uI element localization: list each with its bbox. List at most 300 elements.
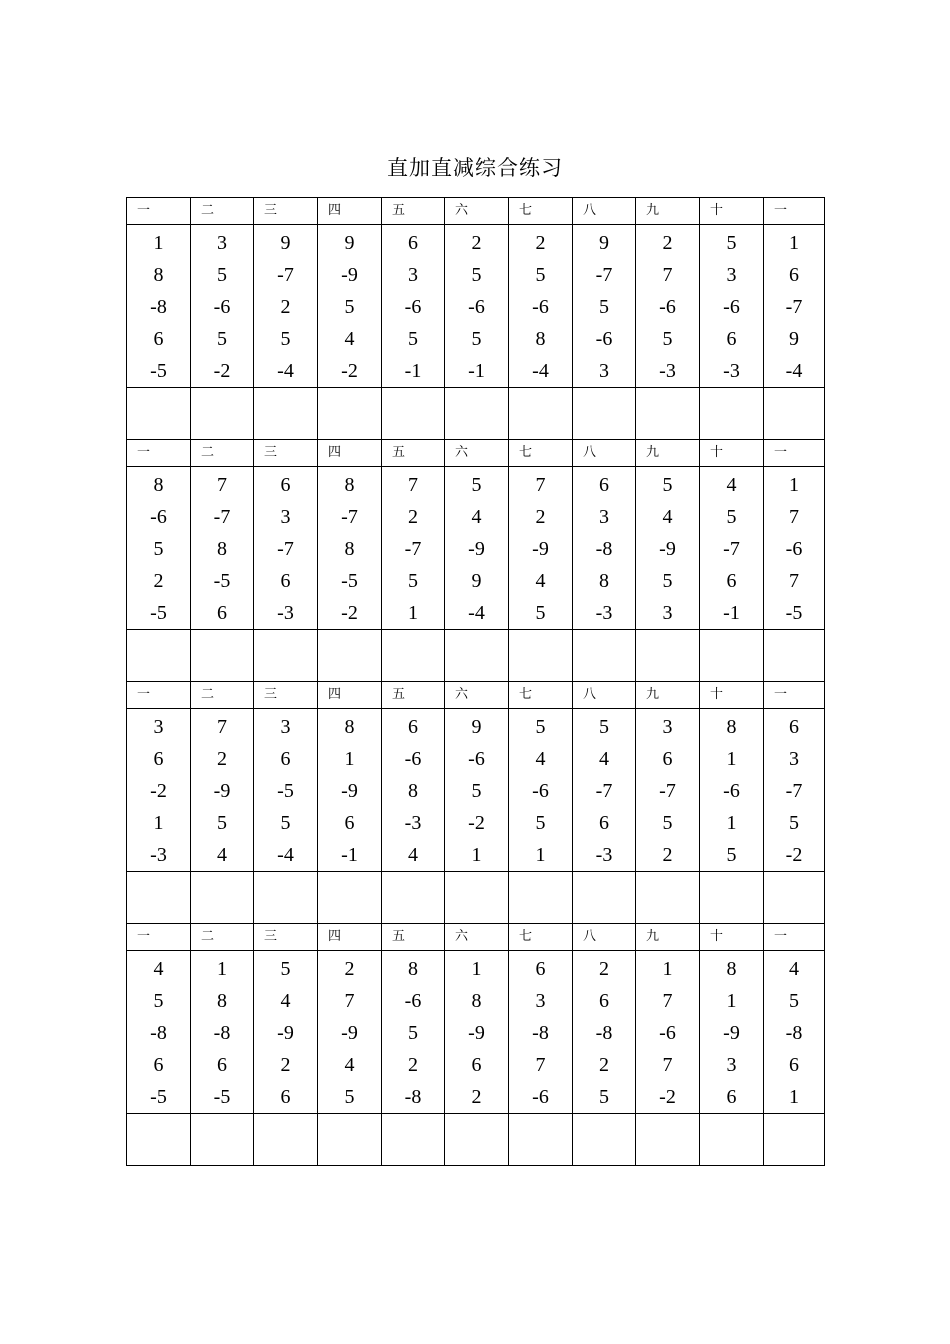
column-header: 一 — [764, 924, 825, 951]
problem-number: -2 — [213, 360, 231, 382]
problem-number: -4 — [532, 360, 549, 382]
column-header: 一 — [127, 440, 191, 467]
problem-number: 1 — [662, 958, 673, 980]
problem-number: 6 — [599, 474, 609, 496]
problem-number: 5 — [280, 812, 291, 834]
problem-number: 6 — [217, 602, 227, 624]
problem-number: 8 — [344, 474, 355, 496]
column-header-row — [127, 924, 825, 951]
problem-number: -7 — [785, 780, 803, 802]
problem-row — [127, 467, 825, 630]
problem-number: 7 — [789, 506, 799, 528]
problem-number: -9 — [277, 1022, 294, 1044]
problem-number: 3 — [153, 716, 164, 738]
problem-number: 1 — [789, 474, 799, 496]
problem-cell — [318, 225, 382, 388]
answer-cell[interactable] — [764, 388, 825, 440]
answer-cell[interactable] — [764, 872, 825, 924]
problem-cell — [700, 951, 764, 1114]
problem-number: 4 — [344, 328, 355, 350]
column-header-row — [127, 682, 825, 709]
problem-number: 4 — [153, 958, 164, 980]
problem-number: -6 — [404, 990, 422, 1012]
answer-cell[interactable] — [764, 630, 825, 682]
problem-number: 3 — [726, 264, 737, 286]
problem-row — [127, 951, 825, 1114]
answer-cell[interactable] — [127, 872, 191, 924]
problem-number: 4 — [280, 990, 291, 1012]
problem-number: 6 — [344, 812, 355, 834]
answer-cell[interactable] — [318, 630, 382, 682]
problem-number: 1 — [408, 602, 418, 624]
problem-number: -8 — [532, 1022, 549, 1044]
column-header: 七 — [509, 198, 573, 225]
problem-number: -5 — [213, 570, 231, 592]
answer-cell[interactable] — [573, 630, 636, 682]
problem-number: 5 — [471, 328, 482, 350]
problem-cell — [764, 225, 825, 388]
problem-number: -7 — [213, 506, 231, 528]
problem-cell — [509, 225, 573, 388]
problem-number: 2 — [662, 844, 673, 866]
problem-number: -1 — [468, 360, 485, 382]
problem-number: 5 — [535, 264, 546, 286]
column-header-row — [127, 198, 825, 225]
answer-cell[interactable] — [509, 1114, 573, 1166]
problem-number: 7 — [408, 474, 418, 496]
problem-number: 1 — [789, 1086, 799, 1108]
answer-cell[interactable] — [573, 388, 636, 440]
problem-number: -9 — [341, 1022, 358, 1044]
answer-cell[interactable] — [191, 630, 254, 682]
problem-number: -3 — [595, 602, 613, 624]
column-header: 十 — [700, 924, 764, 951]
column-header: 六 — [445, 924, 509, 951]
problem-cell — [573, 709, 636, 872]
problem-number: 6 — [280, 1086, 291, 1108]
problem-cell — [254, 709, 318, 872]
problem-number: 6 — [217, 1054, 227, 1076]
answer-cell[interactable] — [254, 630, 318, 682]
column-header: 四 — [318, 198, 382, 225]
problem-number: 5 — [662, 474, 673, 496]
problem-number: -7 — [595, 780, 613, 802]
problem-number: 8 — [408, 780, 418, 802]
worksheet-table — [126, 197, 825, 1166]
problem-number: -6 — [595, 328, 613, 350]
column-header: 三 — [254, 440, 318, 467]
problem-number: 1 — [535, 844, 546, 866]
answer-cell[interactable] — [382, 1114, 445, 1166]
column-header: 一 — [764, 198, 825, 225]
problem-number: 3 — [408, 264, 418, 286]
problem-cell — [382, 467, 445, 630]
problem-number: 1 — [471, 958, 482, 980]
answer-row — [127, 872, 825, 924]
problem-number: -8 — [150, 1022, 167, 1044]
problem-number: 5 — [599, 716, 609, 738]
problem-number: -3 — [150, 844, 167, 866]
problem-number: 7 — [217, 474, 227, 496]
column-header: 四 — [318, 682, 382, 709]
problem-number: 5 — [217, 264, 227, 286]
problem-number: -9 — [468, 1022, 485, 1044]
problem-number: 4 — [408, 844, 418, 866]
problem-number: -6 — [659, 1022, 676, 1044]
answer-cell[interactable] — [445, 1114, 509, 1166]
problem-number: -5 — [150, 1086, 167, 1108]
problem-number: 5 — [535, 716, 546, 738]
problem-number: 3 — [535, 990, 546, 1012]
problem-number: 7 — [217, 716, 227, 738]
problem-cell — [254, 951, 318, 1114]
problem-number: 1 — [153, 232, 164, 254]
answer-cell[interactable] — [382, 872, 445, 924]
answer-cell[interactable] — [127, 1114, 191, 1166]
problem-number: -6 — [468, 296, 485, 318]
problem-cell — [764, 709, 825, 872]
problem-number: 5 — [408, 1022, 418, 1044]
column-header: 九 — [636, 198, 700, 225]
problem-number: 5 — [471, 264, 482, 286]
problem-number: 9 — [789, 328, 799, 350]
problem-number: -2 — [341, 602, 358, 624]
problem-number: 4 — [471, 506, 482, 528]
problem-number: -4 — [785, 360, 803, 382]
answer-cell[interactable] — [445, 630, 509, 682]
problem-number: -6 — [723, 296, 740, 318]
problem-number: 8 — [599, 570, 609, 592]
answer-cell[interactable] — [445, 388, 509, 440]
answer-cell[interactable] — [509, 872, 573, 924]
answer-cell[interactable] — [191, 1114, 254, 1166]
column-header: 三 — [254, 682, 318, 709]
problem-number: 2 — [471, 1086, 482, 1108]
problem-cell — [445, 951, 509, 1114]
problem-number: 6 — [789, 264, 799, 286]
column-header: 八 — [573, 440, 636, 467]
problem-cell — [191, 467, 254, 630]
problem-number: 6 — [408, 716, 418, 738]
problem-number: 4 — [535, 748, 546, 770]
answer-cell[interactable] — [700, 388, 764, 440]
problem-number: 4 — [599, 748, 609, 770]
problem-number: 5 — [726, 844, 737, 866]
problem-cell — [127, 467, 191, 630]
problem-number: 5 — [789, 990, 799, 1012]
problem-number: -1 — [341, 844, 358, 866]
problem-number: -9 — [723, 1022, 740, 1044]
problem-number: 4 — [217, 844, 227, 866]
problem-number: -9 — [341, 264, 358, 286]
problem-number: 8 — [153, 264, 164, 286]
column-header: 二 — [191, 924, 254, 951]
problem-number: 9 — [344, 232, 355, 254]
problem-cell — [700, 225, 764, 388]
problem-number: 9 — [599, 232, 609, 254]
answer-cell[interactable] — [636, 1114, 700, 1166]
problem-number: -7 — [404, 538, 422, 560]
problem-number: 8 — [471, 990, 482, 1012]
answer-cell[interactable] — [382, 630, 445, 682]
problem-number: 8 — [726, 958, 737, 980]
problem-number: -7 — [785, 296, 803, 318]
problem-number: 3 — [599, 360, 609, 382]
column-header: 八 — [573, 198, 636, 225]
problem-number: -6 — [532, 1086, 549, 1108]
problem-number: 5 — [662, 570, 673, 592]
problem-cell — [191, 225, 254, 388]
problem-cell — [764, 467, 825, 630]
problem-cell — [445, 225, 509, 388]
problem-number: 9 — [280, 232, 291, 254]
problem-cell — [509, 951, 573, 1114]
problem-cell — [127, 951, 191, 1114]
problem-cell — [382, 951, 445, 1114]
problem-number: 5 — [344, 296, 355, 318]
problem-number: 1 — [217, 958, 227, 980]
column-header: 六 — [445, 682, 509, 709]
problem-number: -2 — [659, 1086, 676, 1108]
answer-cell[interactable] — [191, 388, 254, 440]
column-header: 二 — [191, 682, 254, 709]
problem-number: -9 — [213, 780, 231, 802]
answer-cell[interactable] — [254, 872, 318, 924]
problem-number: 8 — [726, 716, 737, 738]
problem-cell — [764, 951, 825, 1114]
problem-number: -7 — [723, 538, 740, 560]
problem-number: -3 — [277, 602, 294, 624]
problem-number: -8 — [150, 296, 167, 318]
problem-number: 7 — [535, 474, 546, 496]
answer-cell[interactable] — [764, 1114, 825, 1166]
column-header: 五 — [382, 682, 445, 709]
problem-cell — [636, 467, 700, 630]
problem-number: 6 — [280, 570, 291, 592]
column-header: 五 — [382, 924, 445, 951]
problem-number: 2 — [535, 506, 546, 528]
problem-number: -6 — [150, 506, 167, 528]
column-header: 九 — [636, 440, 700, 467]
problem-number: -9 — [341, 780, 358, 802]
problem-number: 4 — [662, 506, 673, 528]
problem-number: 8 — [217, 990, 227, 1012]
column-header-row — [127, 440, 825, 467]
problem-cell — [445, 467, 509, 630]
problem-number: 3 — [280, 506, 291, 528]
problem-number: 8 — [217, 538, 227, 560]
problem-number: -5 — [213, 1086, 231, 1108]
problem-number: 3 — [599, 506, 609, 528]
column-header: 一 — [127, 682, 191, 709]
problem-cell — [254, 467, 318, 630]
problem-number: -8 — [595, 1022, 613, 1044]
problem-number: 5 — [662, 812, 673, 834]
answer-row — [127, 630, 825, 682]
problem-cell — [127, 225, 191, 388]
problem-number: 5 — [280, 328, 291, 350]
problem-number: 8 — [344, 538, 355, 560]
problem-number: 6 — [408, 232, 418, 254]
problem-cell — [636, 709, 700, 872]
answer-row — [127, 388, 825, 440]
problem-number: 1 — [726, 990, 737, 1012]
problem-cell — [636, 951, 700, 1114]
problem-number: -3 — [595, 844, 613, 866]
problem-number: -6 — [404, 748, 422, 770]
answer-cell[interactable] — [254, 388, 318, 440]
answer-cell[interactable] — [700, 1114, 764, 1166]
problem-number: -3 — [723, 360, 740, 382]
problem-cell — [573, 951, 636, 1114]
problem-cell — [318, 951, 382, 1114]
problem-cell — [127, 709, 191, 872]
problem-number: 6 — [280, 474, 291, 496]
answer-cell[interactable] — [382, 388, 445, 440]
column-header: 八 — [573, 682, 636, 709]
answer-cell[interactable] — [636, 388, 700, 440]
problem-cell — [191, 951, 254, 1114]
answer-cell[interactable] — [509, 630, 573, 682]
problem-number: 1 — [726, 812, 737, 834]
problem-number: -6 — [723, 780, 740, 802]
problem-number: 5 — [471, 474, 482, 496]
problem-number: 4 — [726, 474, 737, 496]
problem-number: 2 — [599, 1054, 609, 1076]
problem-cell — [700, 467, 764, 630]
answer-cell[interactable] — [573, 1114, 636, 1166]
problem-number: -2 — [341, 360, 358, 382]
problem-cell — [382, 709, 445, 872]
problem-number: 7 — [662, 264, 673, 286]
problem-cell — [382, 225, 445, 388]
problem-number: 1 — [726, 748, 737, 770]
problem-number: -7 — [277, 538, 294, 560]
problem-number: -4 — [277, 360, 294, 382]
problem-number: -5 — [150, 602, 167, 624]
problem-number: 2 — [217, 748, 227, 770]
problem-number: -2 — [468, 812, 485, 834]
problem-number: 5 — [471, 780, 482, 802]
problem-number: 8 — [535, 328, 546, 350]
problem-number: -9 — [468, 538, 485, 560]
problem-number: 6 — [153, 1054, 164, 1076]
problem-number: 6 — [789, 1054, 799, 1076]
problem-number: 9 — [471, 570, 482, 592]
problem-number: -6 — [785, 538, 803, 560]
answer-cell[interactable] — [636, 630, 700, 682]
column-header: 七 — [509, 682, 573, 709]
problem-number: -5 — [150, 360, 167, 382]
page-title: 直加直减综合练习 — [387, 156, 563, 180]
problem-cell — [191, 709, 254, 872]
problem-number: 8 — [153, 474, 164, 496]
answer-cell[interactable] — [127, 630, 191, 682]
problem-number: -7 — [659, 780, 676, 802]
answer-cell[interactable] — [191, 872, 254, 924]
problem-number: 1 — [789, 232, 799, 254]
problem-number: 3 — [662, 602, 673, 624]
problem-number: -8 — [785, 1022, 803, 1044]
problem-number: -4 — [277, 844, 294, 866]
problem-number: 6 — [726, 328, 737, 350]
column-header: 四 — [318, 440, 382, 467]
column-header: 六 — [445, 440, 509, 467]
problem-number: 5 — [153, 538, 164, 560]
problem-number: 5 — [535, 812, 546, 834]
problem-cell — [318, 467, 382, 630]
problem-number: -2 — [785, 844, 803, 866]
problem-number: -1 — [723, 602, 740, 624]
problem-number: -3 — [404, 812, 422, 834]
column-header: 十 — [700, 198, 764, 225]
problem-number: 2 — [344, 958, 355, 980]
problem-number: 2 — [599, 958, 609, 980]
answer-cell[interactable] — [254, 1114, 318, 1166]
problem-number: -4 — [468, 602, 485, 624]
problem-cell — [318, 709, 382, 872]
answer-cell[interactable] — [509, 388, 573, 440]
answer-cell[interactable] — [318, 872, 382, 924]
problem-number: 3 — [662, 716, 673, 738]
problem-number: 6 — [535, 958, 546, 980]
problem-cell — [509, 467, 573, 630]
problem-number: 6 — [280, 748, 291, 770]
problem-number: 2 — [280, 1054, 291, 1076]
problem-number: 6 — [153, 328, 164, 350]
answer-cell[interactable] — [127, 388, 191, 440]
problem-number: 9 — [471, 716, 482, 738]
problem-number: 1 — [153, 812, 164, 834]
problem-number: -1 — [404, 360, 422, 382]
column-header: 五 — [382, 198, 445, 225]
answer-cell[interactable] — [636, 872, 700, 924]
problem-number: -7 — [277, 264, 294, 286]
answer-cell[interactable] — [573, 872, 636, 924]
problem-number: 2 — [408, 1054, 418, 1076]
answer-cell[interactable] — [700, 872, 764, 924]
problem-number: -6 — [532, 780, 549, 802]
problem-number: 6 — [662, 748, 673, 770]
problem-number: 6 — [153, 748, 164, 770]
answer-cell[interactable] — [318, 388, 382, 440]
problem-number: 8 — [344, 716, 355, 738]
problem-number: 2 — [471, 232, 482, 254]
problem-number: 2 — [535, 232, 546, 254]
problem-number: 5 — [535, 602, 546, 624]
problem-number: 5 — [344, 1086, 355, 1108]
problem-cell — [254, 225, 318, 388]
problem-number: -6 — [404, 296, 422, 318]
problem-number: 4 — [344, 1054, 355, 1076]
column-header: 十 — [700, 440, 764, 467]
problem-number: 2 — [662, 232, 673, 254]
problem-cell — [573, 225, 636, 388]
problem-number: 7 — [344, 990, 355, 1012]
answer-cell[interactable] — [700, 630, 764, 682]
problem-number: -9 — [532, 538, 549, 560]
problem-cell — [573, 467, 636, 630]
answer-cell[interactable] — [445, 872, 509, 924]
problem-number: 3 — [726, 1054, 737, 1076]
problem-number: 5 — [280, 958, 291, 980]
problem-number: 5 — [789, 812, 799, 834]
column-header: 一 — [127, 198, 191, 225]
problem-number: -6 — [213, 296, 231, 318]
answer-cell[interactable] — [318, 1114, 382, 1166]
problem-number: 1 — [344, 748, 355, 770]
problem-number: -6 — [659, 296, 676, 318]
